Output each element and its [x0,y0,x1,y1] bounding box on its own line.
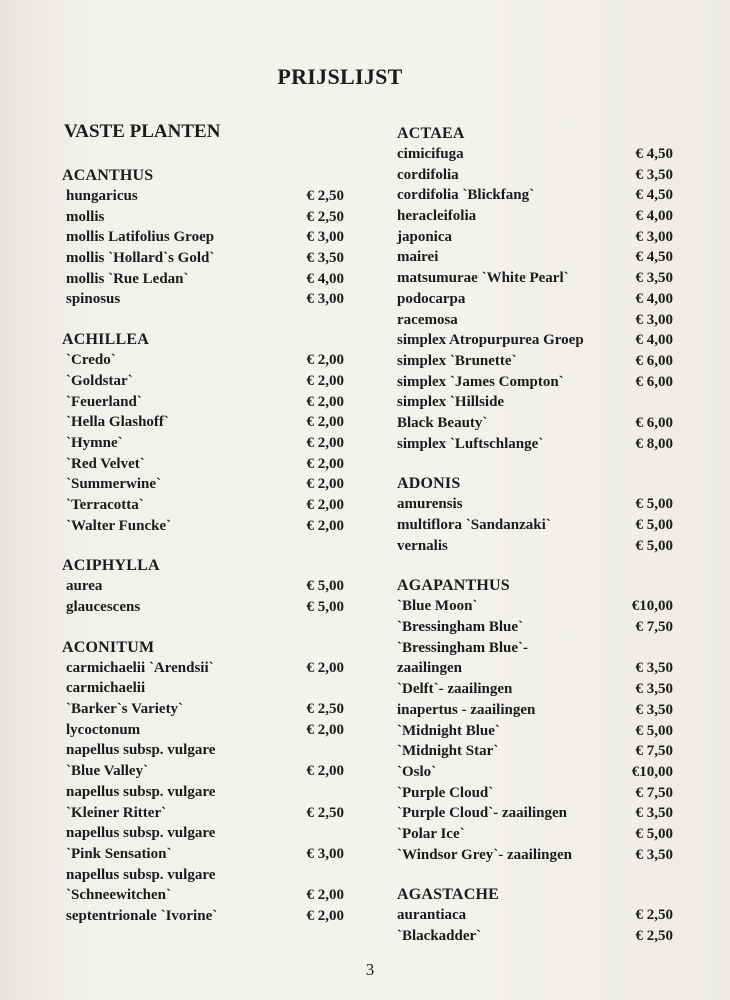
plant-price: € 4,00 [306,270,344,287]
plant-name: `Oslo` [397,763,437,780]
plant-price: € 4,50 [635,249,673,266]
plant-price: € 5,00 [635,517,673,533]
plant-price: € 2,00 [306,721,344,738]
plant-name: `Windsor Grey`- zaailingen [397,846,573,863]
price-row [62,269,362,290]
price-row [62,720,362,741]
price-row [62,865,362,886]
plant-name: `Blue Moon` [397,598,478,615]
plant-name: napellus subsp. vulgare [66,866,216,883]
plant-price: € 3,50 [635,681,673,698]
plant-price: € 2,50 [635,907,673,924]
plant-price: € 8,00 [635,435,673,452]
plant-name: `Terracotta` [66,496,144,513]
price-row [62,227,362,248]
plant-price: € 2,50 [306,188,344,204]
plant-price: € 4,50 [635,187,673,204]
price-row [62,906,362,927]
price-row [62,658,362,679]
price-row [62,495,362,516]
plant-name: glaucescens [66,599,141,615]
plant-price: € 2,00 [306,372,344,389]
genus-heading: ACANTHUS [62,167,154,184]
plant-price: € 3,00 [306,845,344,862]
plant-price: € 2,00 [306,496,344,513]
plant-group [62,166,362,310]
plant-name: `Midnight Star` [397,743,499,760]
price-row [397,227,687,248]
price-row [62,740,362,761]
plant-price: € 3,50 [635,166,673,183]
plant-name: `Credo` [66,352,116,369]
plant-name: inapertus - zaailingen [397,701,536,718]
genus-heading: ADONIS [397,475,461,493]
plant-price: € 3,50 [635,660,673,677]
plant-name: `Polar Ice` [397,825,465,842]
plant-name: zaailingen [397,660,463,677]
price-row [397,268,687,289]
price-row [397,803,687,824]
plant-name: mollis Latifolius Groep [66,229,215,246]
plant-name: japonica [397,228,453,245]
plant-name: `Hymne` [66,434,123,451]
plant-price: € 5,00 [635,722,673,739]
plant-price: € 5,00 [635,825,673,842]
price-row [62,885,362,906]
plant-name: `Purple Cloud` [397,784,494,801]
price-row [62,699,362,720]
genus-heading: ACONITUM [62,638,155,656]
plant-name: `Hella Glashoff` [66,414,169,431]
price-row [397,206,687,227]
plant-name: Black Beauty` [397,414,488,431]
plant-name: heracleifolia [397,208,477,225]
price-row [397,845,687,866]
plant-name: `Purple Cloud`- zaailingen [397,805,568,822]
plant-price: € 2,00 [306,763,344,780]
price-row [62,782,362,803]
price-row [397,926,687,947]
plant-name: carmichaelii [66,680,146,697]
plant-price: € 3,00 [306,291,344,308]
plant-name: `Kleiner Ritter` [66,804,167,821]
price-row [397,721,687,742]
plant-name: `Feuerland` [66,393,142,410]
price-row [62,433,362,454]
page-title: PRIJSLIJST [277,64,403,89]
price-row [62,289,362,310]
plant-price: € 7,50 [635,619,673,636]
price-row [397,679,687,700]
left-price-column [62,166,362,947]
price-row [397,165,687,186]
plant-price: € 2,00 [306,887,344,904]
plant-name: cimicifuga [397,146,464,162]
price-row [62,454,362,475]
plant-price: € 2,00 [306,434,344,451]
plant-price: € 2,00 [306,517,344,534]
price-row [397,741,687,762]
plant-name: spinosus [66,291,121,308]
price-row [62,844,362,865]
price-row [397,658,687,679]
plant-price: € 2,00 [306,414,344,431]
price-row [62,576,362,597]
price-row [397,824,687,845]
genus-heading: AGAPANTHUS [397,577,510,595]
plant-name: `Midnight Blue` [397,722,500,739]
plant-price: € 3,50 [635,701,673,718]
price-row [397,289,687,310]
price-row [62,412,362,433]
plant-name: `Walter Funcke` [66,517,172,534]
plant-name: cordifolia [397,166,459,183]
plant-group [62,638,362,927]
plant-price: € 2,00 [306,907,344,924]
section-title: VASTE PLANTEN [64,121,221,142]
plant-name: `Blackadder` [397,928,482,944]
plant-name: `Bressingham Blue` [397,619,523,636]
price-row [397,762,687,783]
plant-name: podocarpa [397,290,466,307]
plant-name: aurea [66,578,103,595]
plant-name: matsumurae `White Pearl` [397,270,569,287]
plant-group [397,124,687,454]
plant-price: € 3,50 [635,270,673,287]
price-row [397,783,687,804]
price-row [62,516,362,537]
plant-name: simplex `Luftschlange` [397,435,544,452]
price-row [397,638,687,659]
plant-name: lycoctonum [66,721,141,738]
price-row [397,617,687,638]
plant-price: € 3,00 [635,311,673,328]
right-price-column [397,124,687,967]
plant-name: racemosa [397,311,458,328]
plant-group [397,885,687,946]
plant-name: vernalis [397,537,448,554]
price-row [397,700,687,721]
price-row [62,474,362,495]
plant-price: € 3,50 [306,250,344,267]
plant-price: €10,00 [631,598,673,615]
price-row [397,330,687,351]
plant-price: € 5,00 [635,496,673,513]
plant-name: napellus subsp. vulgare [66,783,216,800]
plant-group [397,474,687,556]
page-number: 3 [365,960,375,979]
plant-price: € 2,50 [306,208,344,225]
price-row [62,392,362,413]
plant-name: mairei [397,249,439,266]
price-row [397,515,687,536]
plant-name: aurantiaca [397,907,467,924]
plant-price: € 7,50 [635,784,673,801]
plant-price: € 3,00 [635,228,673,245]
price-row [397,372,687,393]
price-row [62,371,362,392]
plant-price: € 3,50 [635,846,673,863]
price-row [62,350,362,371]
price-row [397,434,687,455]
plant-price: € 2,00 [306,352,344,369]
price-row [397,144,687,165]
plant-name: cordifolia `Blickfang` [397,187,535,204]
plant-name: `Schneewitchen` [66,887,171,904]
plant-name: simplex `James Compton` [397,373,564,390]
price-row [397,536,687,557]
plant-name: `Blue Valley` [66,763,149,780]
plant-price: € 2,00 [306,476,344,493]
price-row [397,596,687,617]
plant-name: amurensis [397,496,463,513]
plant-group [62,330,362,536]
price-row [397,905,687,926]
price-row [397,413,687,434]
plant-group [397,576,687,865]
plant-price: € 5,00 [306,599,344,615]
plant-name: `Goldstar` [66,372,133,389]
plant-price: € 3,00 [306,229,344,246]
genus-heading: ACHILLEA [62,331,149,349]
plant-price: € 7,50 [635,743,673,760]
price-row [397,247,687,268]
plant-name: napellus subsp. vulgare [66,825,216,842]
plant-price: € 2,00 [306,393,344,410]
price-row [397,310,687,331]
price-row [62,761,362,782]
price-row [397,392,687,413]
plant-name: hungaricus [66,188,138,204]
plant-price: € 6,00 [635,352,673,369]
plant-price: € 4,00 [635,290,673,307]
plant-price: € 2,50 [306,804,344,821]
genus-heading: AGASTACHE [397,886,499,904]
plant-name: septentrionale `Ivorine` [66,907,218,924]
price-row [62,186,362,207]
plant-price: € 2,00 [306,659,344,676]
plant-name: `Summerwine` [66,476,161,493]
genus-heading: ACTAEA [397,125,465,142]
plant-price: € 4,50 [635,146,673,162]
plant-group [62,556,362,617]
plant-name: napellus subsp. vulgare [66,742,216,759]
plant-name: mollis `Hollard`s Gold` [66,250,215,267]
plant-name: `Bressingham Blue`- [397,639,528,656]
plant-name: carmichaelii `Arendsii` [66,659,214,676]
plant-name: simplex `Brunette` [397,352,517,369]
plant-name: simplex `Hillside [397,394,505,411]
plant-price: €10,00 [631,763,673,780]
price-row [397,494,687,515]
plant-price: € 3,50 [635,805,673,822]
plant-name: mollis `Rue Ledan` [66,270,189,287]
plant-name: `Delft`- zaailingen [397,681,513,698]
plant-price: € 4,00 [635,332,673,349]
price-row [62,803,362,824]
plant-price: € 2,50 [635,928,673,944]
price-row [62,248,362,269]
plant-price: € 5,00 [635,537,673,554]
price-row [62,823,362,844]
plant-price: € 5,00 [306,578,344,595]
plant-name: `Pink Sensation` [66,845,172,862]
plant-name: `Barker`s Variety` [66,701,184,718]
price-row [62,678,362,699]
plant-price: € 2,00 [306,455,344,472]
price-row [62,207,362,228]
price-row [397,351,687,372]
genus-heading: ACIPHYLLA [62,557,160,575]
plant-price: € 6,00 [635,414,673,431]
price-row [397,185,687,206]
plant-price: € 4,00 [635,208,673,225]
plant-name: multiflora `Sandanzaki` [397,517,551,533]
plant-price: € 2,50 [306,701,344,718]
plant-name: mollis [66,208,105,225]
price-row [62,597,362,618]
plant-name: simplex Atropurpurea Groep [397,332,584,349]
plant-name: `Red Velvet` [66,455,145,472]
plant-price: € 6,00 [635,373,673,390]
